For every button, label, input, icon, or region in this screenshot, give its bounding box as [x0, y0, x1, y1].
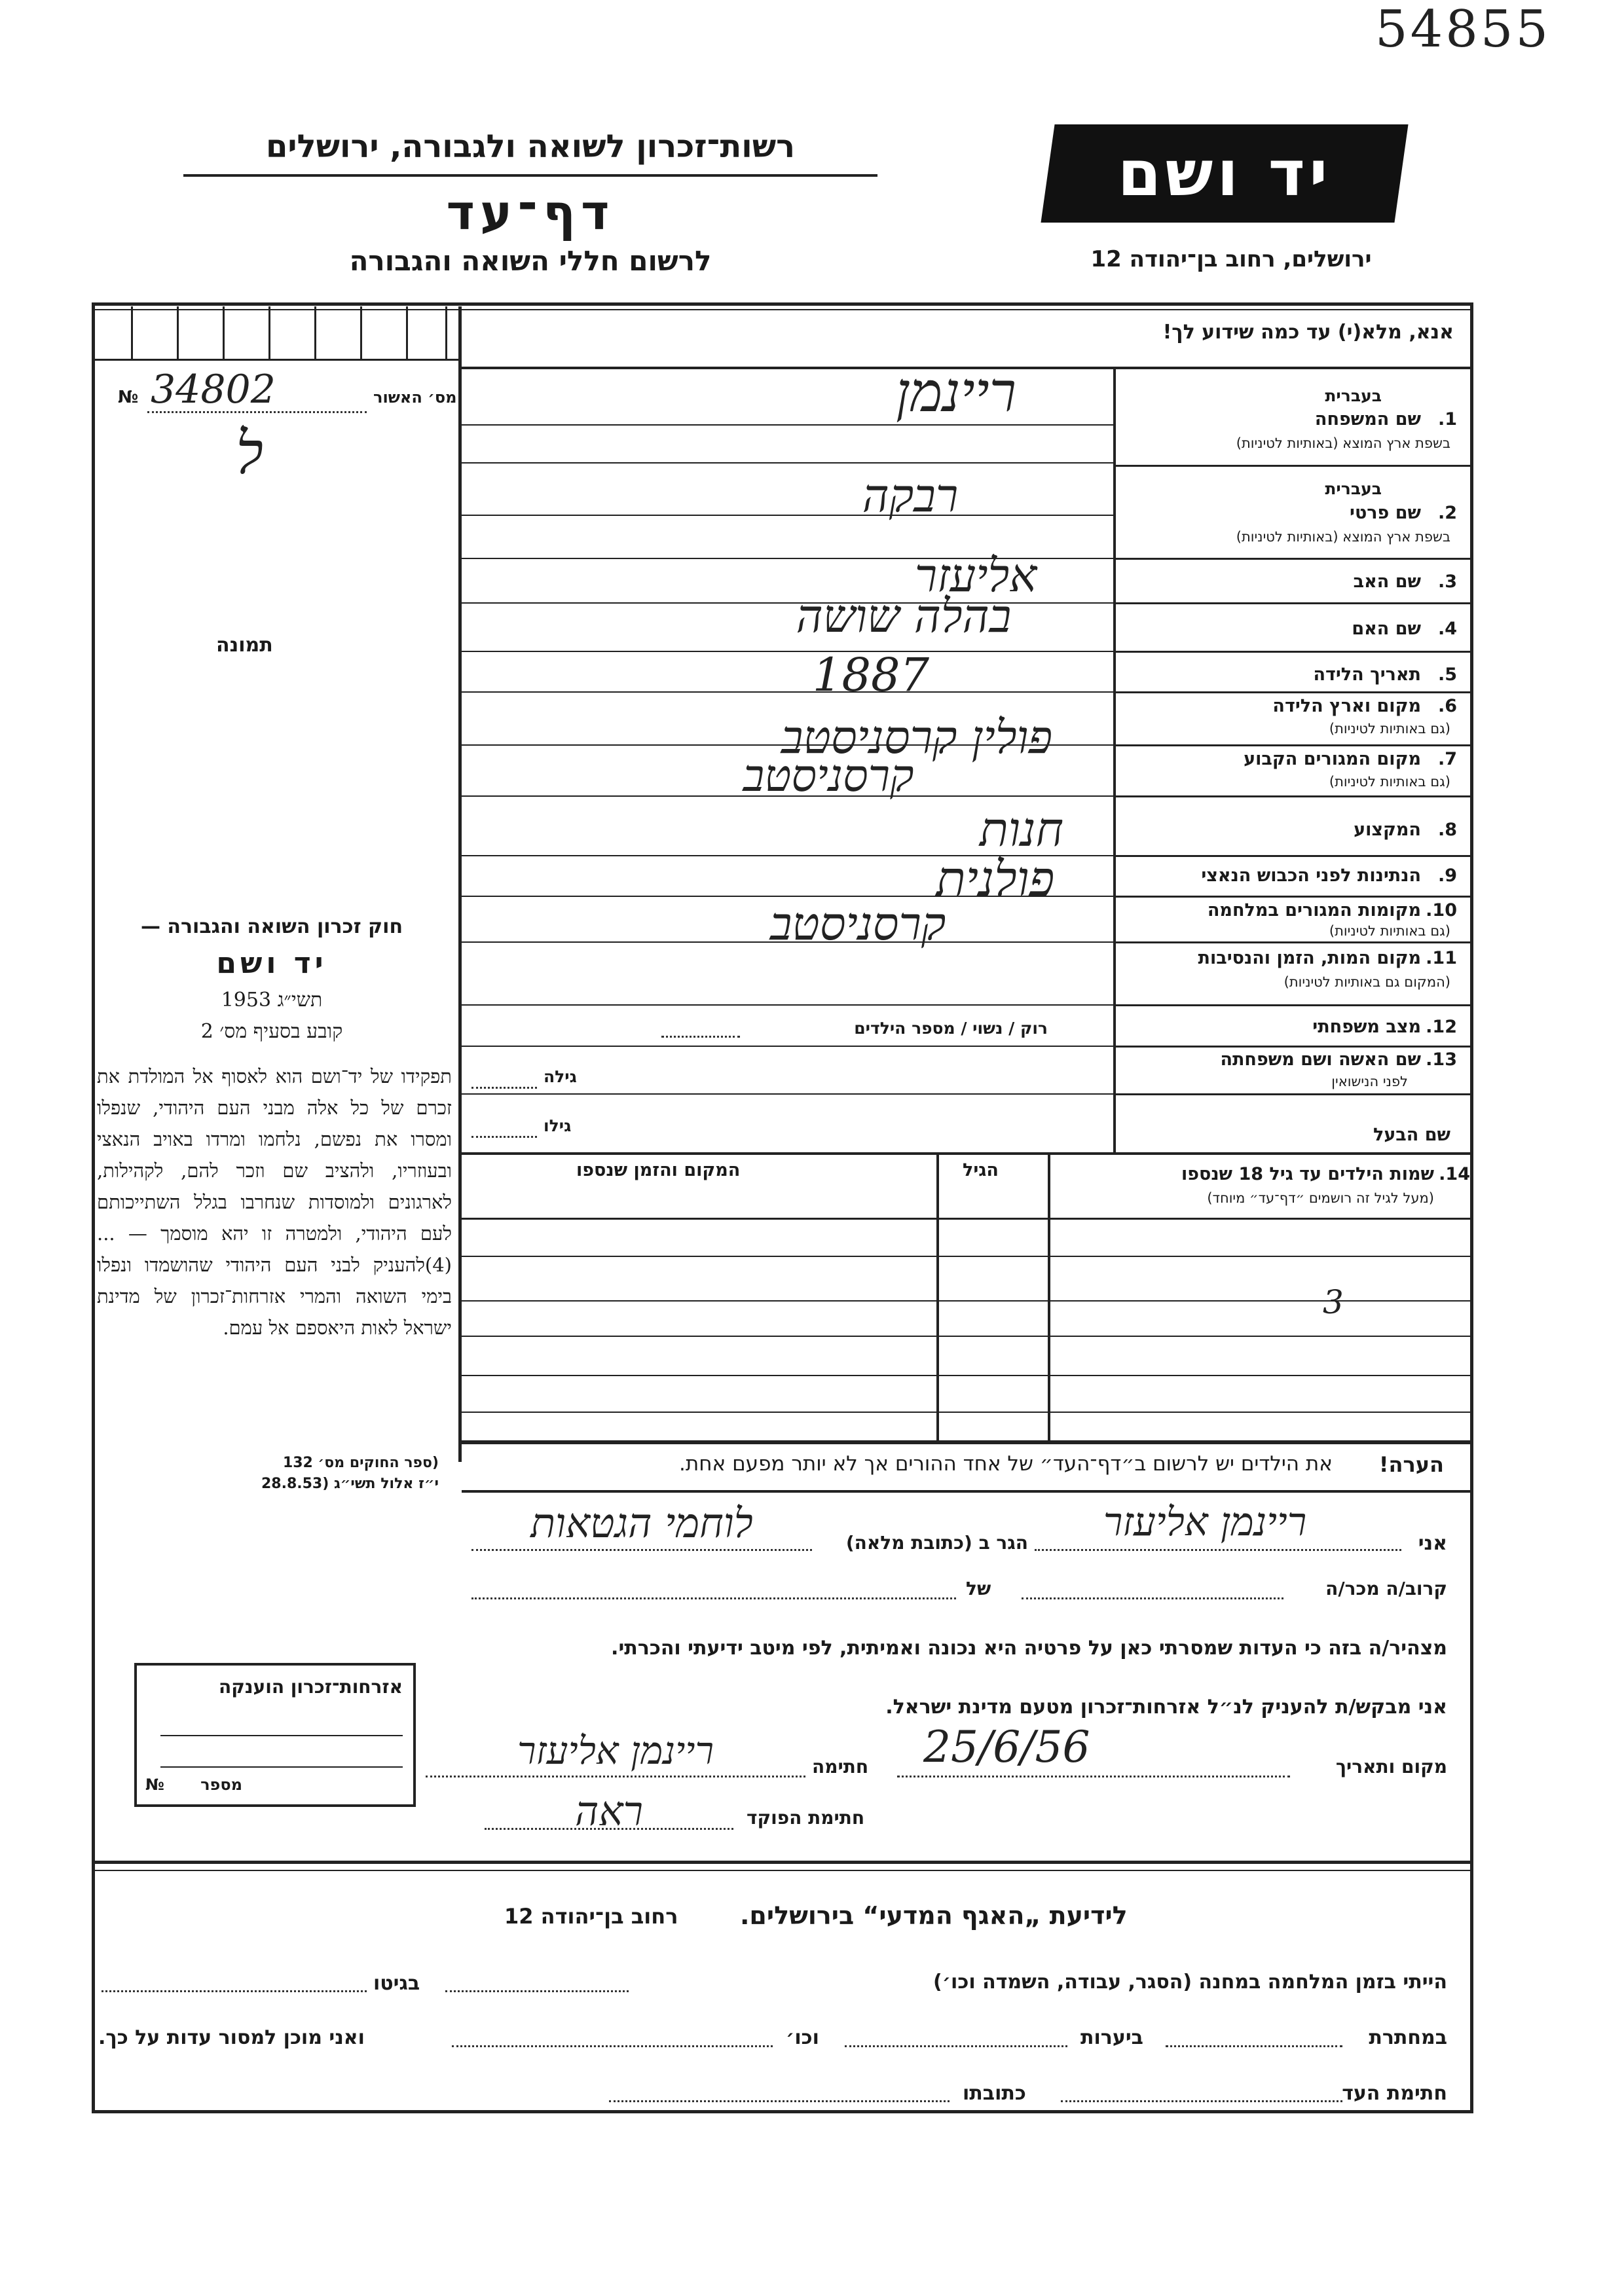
footer-line1: הייתי בזמן המלחמה במחנה (הסגר, עבודה, השמדה וכו׳) — [933, 1971, 1447, 1994]
field-2-label: שם פרטי — [1350, 503, 1421, 523]
address: ירושלים, רחוב בן־יהודה 12 — [1090, 246, 1372, 272]
logo-text: יד ושם — [1117, 137, 1332, 210]
approval-mark: ל — [236, 419, 264, 488]
law-clause: קובע בסעיף מס׳ 2 — [200, 1020, 343, 1043]
field-10-label: מקומות המגורים במלחמה — [1207, 900, 1421, 920]
field-4-value: בהלה שושה — [796, 589, 1012, 643]
declaration-ani: אני — [1418, 1532, 1447, 1555]
citizenship-number: מספר — [200, 1776, 242, 1794]
field-9-num: 9. — [1437, 866, 1457, 886]
left-column-divider — [458, 306, 462, 1462]
field-2-num: 2. — [1437, 503, 1457, 523]
photo-label: תמונה — [216, 634, 273, 657]
law-body: תפקידו של יד־ושם הוא לאסוף אל המולדת את זכרם של כל אלה מבני העם היהודי, שנפלו ומסרו את נפשם, נלחמו ומרדו באויב הנאצי ובעוזריו, ולהציב שם וזכר להם, לקהילות, לארגונים ולמוסדות שנחרבו בגלל השתייכותם לעם היהודי, ולמטרה זו יהא מוסמך — ...(4)להעניק לבני העם היהודי שהושמדו ונפלו בימי השואה והמרי אזרחות־זכרון של מדינת ישראל לאות היאספם אל עמם. — [97, 1065, 452, 1339]
field-5-num: 5. — [1437, 665, 1457, 685]
officer-signature-value: ראה — [575, 1787, 643, 1835]
declaration-resides-label: הגר ב (כתובת מלאה) — [845, 1532, 1028, 1554]
field-5-value: 1887 — [812, 648, 930, 702]
children-num: 14. — [1439, 1164, 1470, 1184]
field-5-label: תאריך הלידה — [1313, 665, 1421, 685]
signature-label: חתימה — [812, 1756, 869, 1777]
field-4-label: שם האם — [1352, 619, 1421, 639]
field-12-num: 12. — [1426, 1017, 1457, 1037]
citizenship-title: אזרחות־זכרון הוענקה — [219, 1676, 403, 1698]
instruction: אנא, מלא(י) עד כמה שידוע לך! — [1162, 321, 1454, 344]
citizenship-prefix: № — [145, 1776, 164, 1794]
law-name: יד ושם — [216, 947, 327, 980]
children-col-place: המקום והזמן שנספו — [576, 1160, 741, 1180]
place-date-value: 25/6/56 — [923, 1722, 1090, 1772]
approval-label: מס׳ האשור — [373, 388, 457, 407]
field-3-value: אליעזר — [914, 549, 1037, 602]
field-9-label: הנתינות לפני הכבוש הנאצי — [1201, 866, 1421, 886]
field-8-label: המקצוע — [1354, 820, 1421, 840]
document-number: 54855 — [1375, 0, 1551, 59]
children-title: שמות הילדים עד גיל 18 שנספו — [1181, 1164, 1434, 1184]
field-13-sub: לפני הנישואין — [1331, 1074, 1408, 1089]
note-text: את הילדים יש לרשום ב״דף־העד״ של אחד ההורים אך לא יותר מפעם אחת. — [679, 1452, 1333, 1476]
law-title: חוק זכרון השואה והגבורה — — [140, 915, 403, 938]
husband-label: שם הבעל — [1373, 1125, 1450, 1145]
declaration-name: ריינמן אליעזר — [1103, 1499, 1307, 1545]
wife-age-label: גילה — [544, 1067, 577, 1086]
field-7-label: מקום המגורים הקבוע — [1244, 749, 1421, 769]
field-7-num: 7. — [1437, 749, 1457, 769]
field-11-sub: (המקום גם באותיות לטיניות) — [1283, 974, 1450, 990]
authority-underline — [183, 174, 877, 177]
field-8-value: חנות — [979, 802, 1064, 857]
field-6-label: מקום וארץ הלידה — [1272, 696, 1421, 716]
field-6-value: פולין קרסניסטב — [781, 710, 1053, 764]
footer-title: לידיעת „האגף המדעי“ בירושלים. — [740, 1901, 1128, 1930]
form-title: דף־עד — [446, 185, 615, 241]
footer-forests: ביערות — [1080, 2026, 1143, 2049]
field-2-sub: בשפת ארץ המוצא (באותיות לטיניות) — [1236, 529, 1450, 545]
footer-ready: ואני מוכן למסור עדות על כך. — [98, 2026, 365, 2049]
field-11-num: 11. — [1426, 948, 1457, 968]
field-12-label: מצב משפחתי — [1312, 1017, 1421, 1037]
law-source-date: י״ז אלול תשי״ג (28.8.53 — [261, 1476, 439, 1492]
law-year: תשי״ג 1953 — [221, 989, 323, 1011]
field-1-num: 1. — [1437, 409, 1457, 429]
field-10-value: קרסניסטב — [769, 897, 946, 951]
field-1-value: ריינמן — [896, 360, 1016, 424]
footer-address: רחוב בן־יהודה 12 — [504, 1904, 678, 1929]
children-col-age: הגיל — [963, 1160, 999, 1180]
children-mark: 3 — [1323, 1283, 1344, 1321]
field-6-num: 6. — [1437, 696, 1457, 716]
approval-number: 34802 — [151, 367, 276, 412]
declaration-request: אני מבקש/ת להעניק לנ״ל אזרחות־זכרון מטעם מדינת ישראל. — [885, 1696, 1447, 1719]
law-source: (ספר החוקים מס׳ 132 — [282, 1455, 439, 1471]
declaration-relative-label: קרוב/ה מכר/ה — [1325, 1578, 1447, 1599]
footer-etc: וכו׳ — [786, 2026, 819, 2049]
field-1-lang: בעברית — [1325, 386, 1382, 405]
authority-title: רשות־זכרון לשואה ולגבורה, ירושלים — [265, 128, 796, 165]
field-1-label: שם המשפחה — [1314, 409, 1421, 429]
field-10-sub: (גם באותיות לטיניות) — [1329, 923, 1450, 939]
yad-vashem-logo — [1041, 124, 1408, 223]
field-13-label: שם האשה ושם משפחתה — [1220, 1049, 1421, 1070]
label-column-divider — [1113, 368, 1116, 1152]
field-2-lang: בעברית — [1325, 479, 1382, 498]
form-subtitle: לרשום חללי השואה והגבורה — [349, 245, 712, 277]
footer-address-label: כתובתו — [963, 2082, 1026, 2105]
declaration-statement: מצהיר/ה בזה כי העדות שמסרתי כאן על פרטיה היא נכונה ואמיתית, לפי מיטב ידיעתי והכרתי. — [611, 1637, 1447, 1660]
field-10-num: 10. — [1426, 900, 1457, 920]
field-9-value: פולנית — [936, 851, 1055, 907]
note-label: הערה! — [1378, 1452, 1444, 1477]
field-2-value: רבקה — [862, 469, 959, 522]
declaration-address: לוחמי הגטאות — [530, 1499, 753, 1547]
field-7-value: קרסניסטב — [743, 750, 914, 802]
field-12-value: רוק / נשוי / מספר הילדים — [854, 1019, 1048, 1038]
field-7-sub: (גם באותיות לטיניות) — [1329, 774, 1450, 790]
place-date-label: מקום ותאריך — [1335, 1756, 1447, 1777]
children-sub: (מעל לגיל זה רושמים ״דף־עד״ מיוחד) — [1207, 1190, 1434, 1206]
field-3-label: שם האב — [1353, 572, 1421, 592]
approval-prefix: № — [118, 388, 139, 407]
husband-age-label: גילו — [544, 1116, 572, 1135]
signature-value: ריינמן אליעזר — [517, 1728, 714, 1773]
code-boxes — [92, 306, 458, 365]
field-6-sub: (גם באותיות לטיניות) — [1329, 721, 1450, 737]
field-1-sub: בשפת ארץ המוצא (באותיות לטיניות) — [1236, 435, 1450, 451]
footer-witness-signature: חתימת העד — [1342, 2082, 1447, 2105]
footer-partisans: במחתרת — [1369, 2026, 1447, 2049]
declaration-of-label: של — [966, 1578, 991, 1599]
field-11-label: מקום המות, הזמן והנסיבות — [1198, 948, 1421, 968]
field-13-num: 13. — [1426, 1049, 1457, 1070]
field-3-num: 3. — [1437, 572, 1457, 592]
officer-signature-label: חתימת הפוקד — [747, 1807, 865, 1829]
field-8-num: 8. — [1437, 820, 1457, 840]
footer-ghetto: בגיטו — [373, 1972, 420, 1995]
field-4-num: 4. — [1437, 619, 1457, 639]
